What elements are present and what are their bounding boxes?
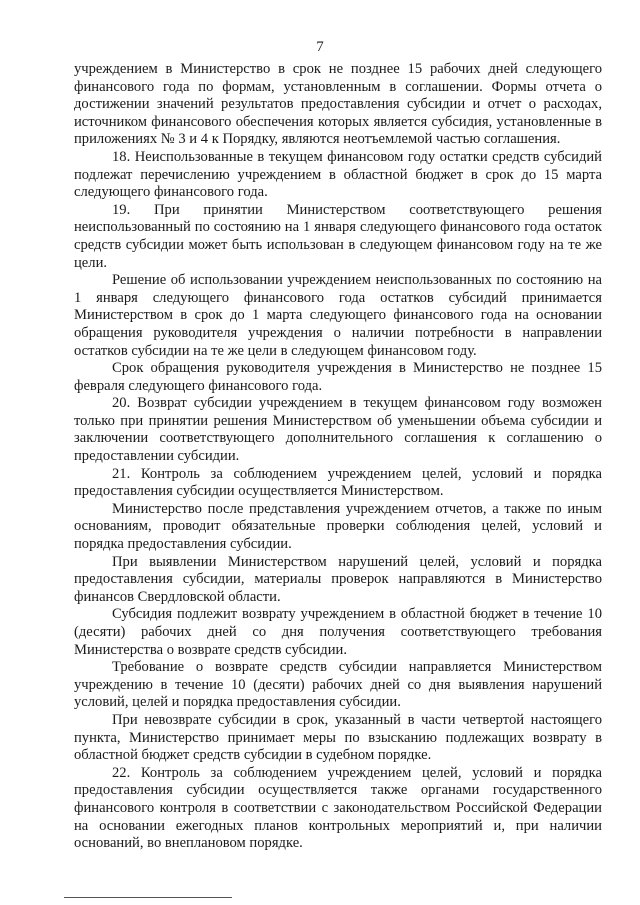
paragraph-continuation: учреждением в Министерство в срок не позднее 15 рабочих дней следующего финансового года по формам, установленным в соглашении. Формы отчета о достижении значений результатов предоставления субсидии и отчет о расходах, источником финансового обеспечения которых является субсидия, установленные в приложениях № 3 и 4 к Порядку, являются неотъемлемой частью соглашения. [74,61,602,148]
paragraph-item-19: 19. При принятии Министерством соответствующего решения неиспользованный по состоянию на 1 января следующего финансового года остаток средств субсидии может быть использован в следующем финансовом году на те же цели. [74,201,602,271]
document-body [74,61,602,853]
paragraph-item-21: 21. Контроль за соблюдением учреждением целей, условий и порядка предоставления субсидии осуществляется Министерством. [74,465,602,500]
paragraph-non-return: При невозврате субсидии в срок, указанный в части четвертой настоящего пункта, Министерство принимает меры по взысканию подлежащих возврату в областной бюджет средств субсидии в судебном порядке. [74,711,602,764]
paragraph-subsidy-return: Субсидия подлежит возврату учреждением в областной бюджет в течение 10 (десяти) рабочих дней со дня получения соответствующего требования Министерства о возврате средств субсидии. [74,606,602,658]
paragraph-item-20: 20. Возврат субсидии учреждением в текущем финансовом году возможен только при принятии решения Министерством об уменьшении объема субсидии и заключении соответствующего дополнительного соглашения к соглашению о предоставлении субсидии. [74,395,602,465]
paragraph-return-demand: Требование о возврате средств субсидии направляется Министерством учреждению в течение 10 (десяти) рабочих дней со дня выявления нарушений условий, целей и порядка предоставления субсидии. [74,659,602,711]
paragraph-item-22: 22. Контроль за соблюдением учреждением целей, условий и порядка предоставления субсидии осуществляется также органами государственного финансового контроля в соответствии с законодательством Российской Федерации на основании ежегодных планов контрольных мероприятий и, при наличии оснований, во внеплановом порядке. [74,764,602,852]
paragraph-decision-on-remainders: Решение об использовании учреждением неиспользованных по состоянию на 1 января следующего финансового года остатков субсидий принимается Министерством в срок до 1 марта следующего финансового года на основании обращения руководителя учреждения о наличии потребности в направлении остатков субсидии на те же цели в следующем финансовом году. [74,272,602,359]
paragraph-mandatory-checks: Министерство после представления учреждением отчетов, а также по иным основаниям, проводит обязательные проверки соблюдения целей, условий и порядка предоставления субсидии. [74,500,602,553]
paragraph-application-deadline: Срок обращения руководителя учреждения в Министерство не позднее 15 февраля следующего финансового года. [74,360,602,394]
paragraph-violations-detected: При выявлении Министерством нарушений целей, условий и порядка предоставления субсидии, материалы проверок направляются в Министерство финансов Свердловской области. [74,553,602,605]
footnote-divider [64,897,232,898]
page-number: 7 [316,39,324,55]
paragraph-item-18: 18. Неиспользованные в текущем финансовом году остатки средств субсидий подлежат перечислению учреждением в областной бюджет в срок до 15 марта следующего финансового года. [74,148,602,201]
